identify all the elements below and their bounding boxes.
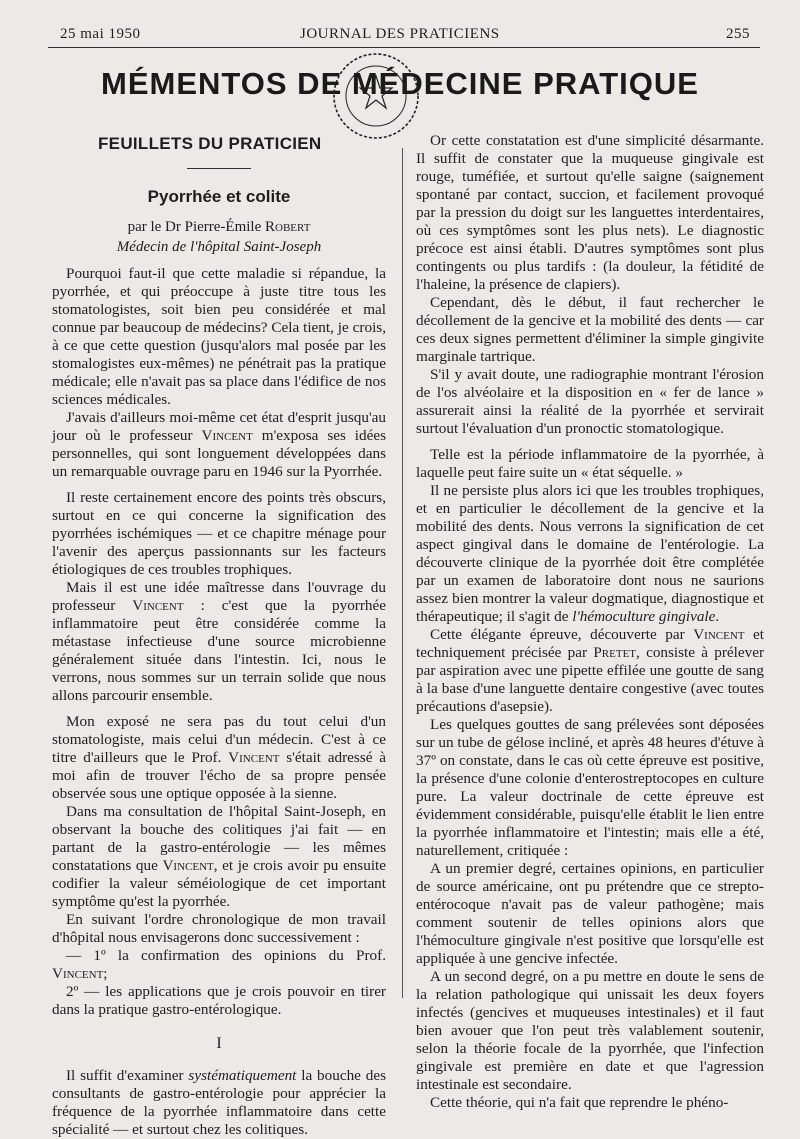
paragraph: En suivant l'ordre chronologique de mon travail d'hôpital nous envisagerons donc successivement : xyxy=(52,911,386,946)
page-title: MÉMENTOS DE MÉDECINE PRATIQUE xyxy=(101,66,699,101)
paragraph: S'il y avait doute, une radiographie montrant l'érosion de l'os alvéolaire et la disposition en « fer de lance » assurerait ainsi la réalité de la pyorrhée et servirait surtout l'évaluation d'un pronoctic stomatologique. xyxy=(416,366,764,437)
paragraph: Il ne persiste plus alors ici que les troubles trophiques, et en particulier le décollement de la gencive et la mobilité des dents. Nous verrons la signification de cet aspect gingival dans le domaine de l'entérologie. La découverte clinique de la pyorrhée doit être complétée par un examen de laboratoire dont nous ne saurions assez bien montrer la valeur dogmatique, diagnostique et thérapeutique; il s'agit de l'hémoculture gingivale. xyxy=(416,482,764,625)
paragraph: 2º — les applications que je crois pouvoir en tirer dans la pratique gastro-entérologique. xyxy=(52,983,386,1018)
paragraph: Dans ma consultation de l'hôpital Saint-Joseph, en observant la bouche des colitiques j'ai fait — en partant de la gastro-entérologie — les mêmes constatations que Vincent, et je crois avoir pu ensuite codifier la valeur séméiologique de cet important symptôme qu'est la pyorrhée. xyxy=(52,803,386,910)
paragraph: Cependant, dès le début, il faut rechercher le décollement de la gencive et la mobilité des dents — car ces deux signes permettent d'éliminer la simple gingivite marginale tartrique. xyxy=(416,294,764,365)
paragraph: Or cette constatation est d'une simplicité désarmante. Il suffit de constater que la muqueuse gingivale est rouge, tuméfiée, et surtout qu'elle saigne (saignement spontané par contact, succion, et facilement provoqué par la pression du doigt sur les languettes interdentaires, où ces symptômes sont les plus nets). Le diagnostic précoce est ainsi établi. D'autres symptômes sont plus contingents ou plus tardifs : (la douleur, la fétidité de l'haleine, la présence de clapiers). xyxy=(416,132,764,293)
paragraph: — 1º la confirmation des opinions du Prof. Vincent; xyxy=(52,947,386,982)
paragraph: Il suffit d'examiner systématiquement la bouche des consultants de gastro-entérologie pour apprécier la fréquence de la pyorrhée inflammatoire dans cette spécialité — et surtout chez les colitiques. xyxy=(52,1067,386,1138)
paragraph: Mon exposé ne sera pas du tout celui d'un stomatologiste, mais celui d'un médecin. C'est à ce titre d'ailleurs que le Prof. Vincent s'était adressé à moi afin de trouver l'écho de sa propre pensée observée sous une optique opposée à la sienne. xyxy=(52,713,386,802)
paragraph: Cette théorie, qui n'a fait que reprendre le phéno- xyxy=(430,1094,729,1111)
column-divider xyxy=(402,148,403,998)
left-column xyxy=(52,128,386,1139)
section-heading: FEUILLETS DU PRATICIEN xyxy=(98,134,322,153)
paragraph: Il reste certainement encore des points très obscurs, surtout en ce qui concerne la signification des pyorrhées ischémiques — et ce chapitre ménage pour l'avenir des aperçus passionnants sur les facteurs étiologiques de ces troubles trophiques. xyxy=(52,489,386,578)
article-title: Pyorrhée et colite xyxy=(147,187,291,206)
byline-prefix: par le Dr Pierre-Émile xyxy=(127,219,262,235)
paragraph: A un second degré, on a pu mettre en doute le sens de la relation pathologique qui unissait les deux foyers infectés (gencives et muqueuses intestinales) et il faut bien avouer que l'on peut très valablement soutenir, selon la théorie focale de la pyorrhée, que l'infection gingivale est première en date et que l'agression intestinale est secondaire. xyxy=(416,968,764,1093)
paragraph: A un premier degré, certaines opinions, en particulier de source américaine, ont pu prétendre que ce strepto-entérocoque n'avait pas de valeur pathogène; mais comment soutenir de telles opinions alors que l'hémoculture gingivale n'est positive que lorsqu'elle est appliquée à une gencive infectée. xyxy=(416,860,764,967)
section-rule xyxy=(187,168,251,169)
paragraph: Les quelques gouttes de sang prélevées sont déposées sur un tube de gélose incliné, et après 48 heures d'étuve à 37º on constate, dans le cas où cette épreuve est positive, la présence d'une colonie d'enterostreptocopes en culture pure. La valeur doctrinale de cette épreuve est évidemment considérable, puisqu'elle établit le lien entre la pyorrhée inflammatoire et l'intestin; mais elle a été, naturellement, critiquée : xyxy=(416,716,764,859)
journal-name: JOURNAL DES PRATICIENS xyxy=(300,26,500,42)
running-header xyxy=(60,22,750,46)
right-column xyxy=(416,132,764,1112)
section-numeral: I xyxy=(216,1035,222,1052)
paragraph: Cette élégante épreuve, découverte par Vincent et techniquement précisée par Pretet, consiste à prélever par aspiration avec une pipette effilée une goutte de sang à la base d'une languette dentaire congestive (avec toutes précautions d'asepsie). xyxy=(416,626,765,715)
paragraph: Telle est la période inflammatoire de la pyorrhée, à laquelle peut faire suite un « état séquelle. » xyxy=(416,446,764,481)
paragraph: J'avais d'ailleurs moi-même cet état d'esprit jusqu'au jour où le professeur Vincent m'exposa ses idées personnelles, qui sont longuement développées dans un remarquable ouvrage paru en 1946 sur la Pyorrhée. xyxy=(52,409,387,480)
page-number: 255 xyxy=(726,26,750,42)
author-surname: Robert xyxy=(265,219,311,235)
author-affiliation: Médecin de l'hôpital Saint-Joseph xyxy=(116,239,322,255)
issue-date: 25 mai 1950 xyxy=(60,26,141,42)
paragraph: Pourquoi faut-il que cette maladie si répandue, la pyorrhée, et qui préoccupe à juste titre tous les stomatologistes, soit bien peu considérée et mal connue par beaucoup de médecins? Cela tient, je crois, à ce que cette question (jusqu'alors mal posée par les stomalogistes eux-mêmes) ne pénétrait pas la pratique médicale; elle n'avait pas sa place dans l'édifice de nos sciences médicales. xyxy=(52,265,386,408)
byline xyxy=(52,217,386,237)
paragraph: Mais il est une idée maîtresse dans l'ouvrage du professeur Vincent : c'est que la pyorrhée inflammatoire peut être considérée comme la métastase infectieuse d'une source microbienne généralement située dans l'intestin. Ici, nous le verrons, nous sommes sur un terrain solide que nous allons parcourir ensemble. xyxy=(52,579,386,704)
